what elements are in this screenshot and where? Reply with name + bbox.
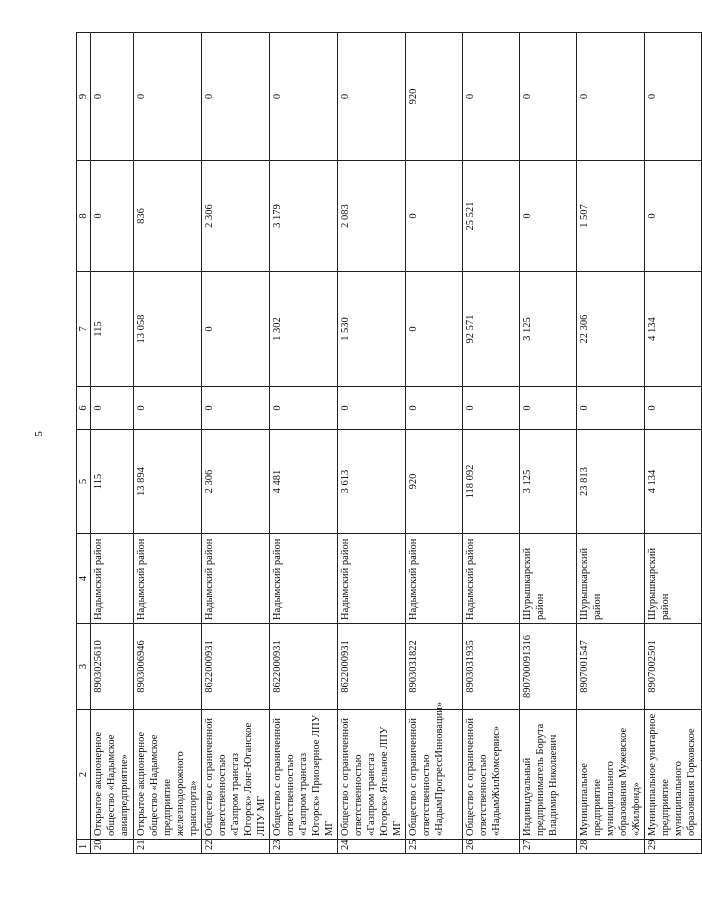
column-header: 6 xyxy=(77,387,91,430)
value-col5: 920 xyxy=(406,430,463,534)
organization-name: Общество с ограниченной ответственностью «Газпром трансгаз Югорск» Приозерное ЛПУ МГ xyxy=(270,710,338,840)
value-col5: 115 xyxy=(91,430,134,534)
value-col5: 2 306 xyxy=(202,430,270,534)
value-col6: 0 xyxy=(91,387,134,430)
value-col9: 0 xyxy=(463,33,520,161)
district: Надымский район xyxy=(463,534,520,624)
value-col7: 0 xyxy=(202,272,270,387)
value-col9: 920 xyxy=(406,33,463,161)
row-number: 26 xyxy=(463,840,520,854)
district: Надымский район xyxy=(270,534,338,624)
district: Надымский район xyxy=(338,534,406,624)
value-col5: 118 092 xyxy=(463,430,520,534)
table-header-row xyxy=(77,33,91,854)
row-number: 24 xyxy=(338,840,406,854)
district: Шурышкарский район xyxy=(577,534,645,624)
value-col8: 1 507 xyxy=(577,161,645,272)
value-col6: 0 xyxy=(577,387,645,430)
table-row xyxy=(406,33,463,854)
value-col9: 0 xyxy=(577,33,645,161)
value-col9: 0 xyxy=(134,33,202,161)
value-col8: 25 521 xyxy=(463,161,520,272)
rotated-table-frame xyxy=(76,33,697,854)
value-col5: 3 125 xyxy=(520,430,577,534)
row-number: 23 xyxy=(270,840,338,854)
data-table xyxy=(76,32,702,854)
table-row xyxy=(202,33,270,854)
table-row xyxy=(338,33,406,854)
value-col9: 0 xyxy=(91,33,134,161)
value-col6: 0 xyxy=(338,387,406,430)
organization-name: Открытое акционерное общество «Надымское авиапредприятие» xyxy=(91,710,134,840)
value-col5: 4 481 xyxy=(270,430,338,534)
column-header: 1 xyxy=(77,840,91,854)
value-col9: 0 xyxy=(520,33,577,161)
value-col8: 836 xyxy=(134,161,202,272)
value-col6: 0 xyxy=(463,387,520,430)
value-col8: 0 xyxy=(91,161,134,272)
value-col7: 115 xyxy=(91,272,134,387)
inn-code: 8907001547 xyxy=(577,624,645,710)
column-header: 9 xyxy=(77,33,91,161)
row-number: 21 xyxy=(134,840,202,854)
value-col8: 2 083 xyxy=(338,161,406,272)
value-col6: 0 xyxy=(202,387,270,430)
value-col5: 23 813 xyxy=(577,430,645,534)
inn-code: 8622000931 xyxy=(338,624,406,710)
organization-name: Открытое акционерное общество «Надымское предприятие железнодорожного транспорта» xyxy=(134,710,202,840)
row-number: 20 xyxy=(91,840,134,854)
rotated-table-content xyxy=(76,33,697,854)
value-col9: 0 xyxy=(270,33,338,161)
organization-name: Муниципальное унитарное предприятие муниципального образования Горковское xyxy=(645,710,702,840)
value-col9: 0 xyxy=(338,33,406,161)
organization-name: Индивидуальный предприниматель Борута Владимир Николаевич xyxy=(520,710,577,840)
column-header: 4 xyxy=(77,534,91,624)
value-col7: 13 058 xyxy=(134,272,202,387)
row-number: 27 xyxy=(520,840,577,854)
value-col8: 2 306 xyxy=(202,161,270,272)
column-header: 2 xyxy=(77,710,91,840)
district: Надымский район xyxy=(406,534,463,624)
value-col7: 92 571 xyxy=(463,272,520,387)
district: Надымский район xyxy=(134,534,202,624)
value-col7: 4 134 xyxy=(645,272,702,387)
inn-code: 8622000931 xyxy=(270,624,338,710)
column-header: 5 xyxy=(77,430,91,534)
row-number: 25 xyxy=(406,840,463,854)
organization-name: Общество с ограниченной ответственностью «НадымПрогрессИнновации» xyxy=(406,710,463,840)
value-col6: 0 xyxy=(645,387,702,430)
table-row xyxy=(134,33,202,854)
value-col6: 0 xyxy=(270,387,338,430)
value-col8: 0 xyxy=(520,161,577,272)
value-col7: 22 306 xyxy=(577,272,645,387)
organization-name: Общество с ограниченной ответственностью «НадымЖилКомсервис» xyxy=(463,710,520,840)
table-row xyxy=(270,33,338,854)
inn-code: 8903031822 xyxy=(406,624,463,710)
value-col6: 0 xyxy=(406,387,463,430)
district: Надымский район xyxy=(91,534,134,624)
value-col5: 3 613 xyxy=(338,430,406,534)
value-col7: 3 125 xyxy=(520,272,577,387)
table-row xyxy=(520,33,577,854)
inn-code: 8622000931 xyxy=(202,624,270,710)
district: Шурышкарский район xyxy=(520,534,577,624)
inn-code: 890700091316 xyxy=(520,624,577,710)
value-col9: 0 xyxy=(202,33,270,161)
organization-name: Муниципальное предприятие муниципального образования Мужевское «Жилфонд» xyxy=(577,710,645,840)
value-col9: 0 xyxy=(645,33,702,161)
district: Шурышкарский район xyxy=(645,534,702,624)
organization-name: Общество с ограниченной ответственностью «Газпром трансгаз Югорск» Лонг-Юганское ЛПУ МГ xyxy=(202,710,270,840)
table-row xyxy=(91,33,134,854)
district: Надымский район xyxy=(202,534,270,624)
value-col8: 0 xyxy=(645,161,702,272)
column-header: 3 xyxy=(77,624,91,710)
value-col8: 0 xyxy=(406,161,463,272)
table-row xyxy=(463,33,520,854)
value-col6: 0 xyxy=(134,387,202,430)
inn-code: 8903006946 xyxy=(134,624,202,710)
value-col7: 1 302 xyxy=(270,272,338,387)
value-col5: 4 134 xyxy=(645,430,702,534)
column-header: 8 xyxy=(77,161,91,272)
value-col5: 13 894 xyxy=(134,430,202,534)
row-number: 29 xyxy=(645,840,702,854)
organization-name: Общество с ограниченной ответственностью «Газпром трансгаз Югорск» Ягельное ЛПУ МГ xyxy=(338,710,406,840)
inn-code: 8903025610 xyxy=(91,624,134,710)
column-header: 7 xyxy=(77,272,91,387)
table-row xyxy=(577,33,645,854)
inn-code: 8903031935 xyxy=(463,624,520,710)
value-col6: 0 xyxy=(520,387,577,430)
value-col7: 1 530 xyxy=(338,272,406,387)
table-row xyxy=(645,33,702,854)
inn-code: 8907002501 xyxy=(645,624,702,710)
page-number: 5 xyxy=(33,431,45,437)
value-col8: 3 179 xyxy=(270,161,338,272)
row-number: 28 xyxy=(577,840,645,854)
value-col7: 0 xyxy=(406,272,463,387)
row-number: 22 xyxy=(202,840,270,854)
